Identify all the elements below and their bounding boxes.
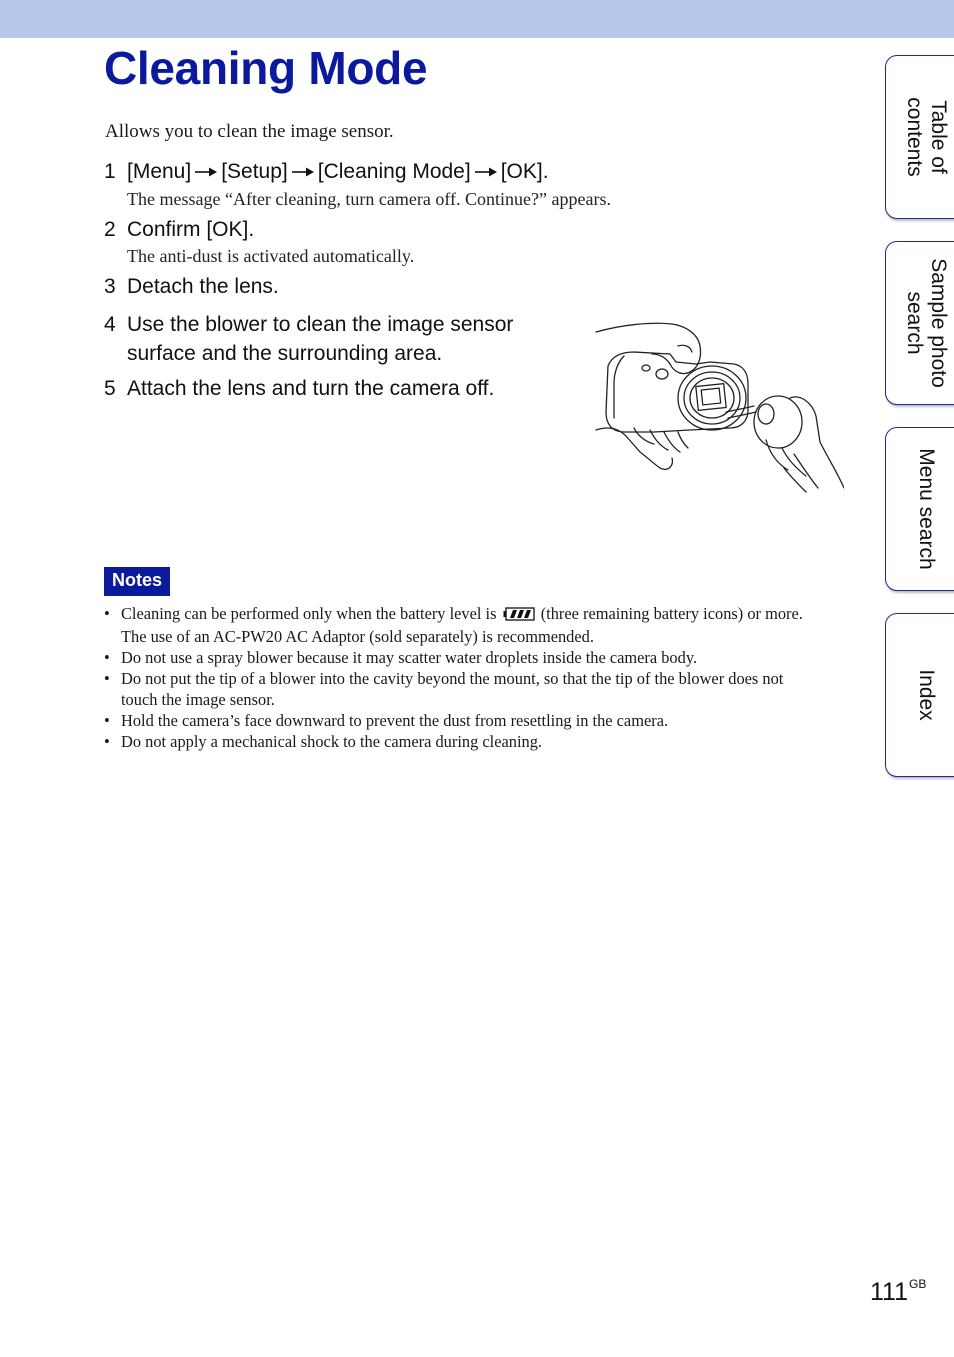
step-2 (104, 215, 254, 244)
step-number: 2 (104, 218, 116, 241)
tab-menu-search[interactable] (885, 427, 954, 591)
intro-text: Allows you to clean the image sensor. (105, 121, 394, 142)
page-title: Cleaning Mode (104, 42, 428, 94)
right-arrow-icon (475, 158, 497, 187)
menu-path-setup: [Setup] (221, 160, 288, 183)
tab-label: Sample photo (927, 258, 950, 388)
step-number: 1 (104, 160, 116, 183)
right-arrow-icon (292, 158, 314, 187)
right-arrow-icon (195, 158, 217, 187)
note-text: The use of an AC-PW20 AC Adaptor (sold separately) is recommended. (121, 627, 594, 646)
step-text-line: surface and the surrounding area. (127, 342, 443, 365)
list-item (104, 668, 849, 710)
note-text: (three remaining battery icons) or more. (540, 604, 803, 623)
notes-list (104, 603, 849, 752)
note-text: Do not put the tip of a blower into the cavity beyond the mount, so that the tip of the blower does not (121, 669, 784, 688)
step-5 (104, 374, 494, 403)
tab-label: Table of (927, 100, 950, 174)
list-item: • Hold the camera’s face downward to prevent the dust from resettling in the camera. (104, 710, 849, 731)
step-text: Detach the lens. (127, 275, 279, 298)
step-number: 3 (104, 275, 116, 298)
page-number (870, 1277, 926, 1307)
list-item (104, 603, 849, 647)
notes-label: Notes (104, 567, 170, 596)
page-number-suffix: GB (909, 1277, 927, 1291)
step-4 (104, 310, 513, 368)
note-text: Cleaning can be performed only when the battery level is (121, 604, 497, 623)
menu-path-menu: [Menu] (127, 160, 192, 183)
tab-label: search (903, 291, 926, 355)
camera-cleaning-illustration (594, 318, 844, 500)
menu-path-cleaning-mode: [Cleaning Mode] (317, 160, 471, 183)
step-text: Attach the lens and turn the camera off. (127, 377, 495, 400)
tab-table-of-contents[interactable] (885, 55, 954, 219)
step-1 (104, 157, 549, 187)
note-text: touch the image sensor. (121, 690, 275, 709)
tab-label: Menu search (915, 448, 938, 570)
tab-label: contents (903, 97, 926, 177)
tab-index[interactable] (885, 613, 954, 777)
step-1-note: The message “After cleaning, turn camera off. Continue?” appears. (127, 189, 611, 209)
step-2-note: The anti-dust is activated automatically. (127, 246, 415, 266)
list-item: • Do not use a spray blower because it may scatter water droplets inside the camera body. (104, 647, 849, 668)
list-item: • Do not apply a mechanical shock to the camera during cleaning. (104, 731, 849, 752)
menu-path-ok: [OK]. (500, 160, 549, 183)
tab-sample-photo-search[interactable] (885, 241, 954, 405)
tab-label: Index (915, 669, 938, 721)
page-number-value: 111 (870, 1278, 909, 1306)
step-text: Confirm [OK]. (127, 218, 255, 241)
step-number: 5 (104, 377, 116, 400)
step-text-line: Use the blower to clean the image sensor (127, 313, 514, 336)
header-bar (0, 0, 954, 38)
step-3 (104, 272, 279, 301)
step-number: 4 (104, 313, 116, 336)
battery-three-bars-icon (503, 605, 535, 626)
